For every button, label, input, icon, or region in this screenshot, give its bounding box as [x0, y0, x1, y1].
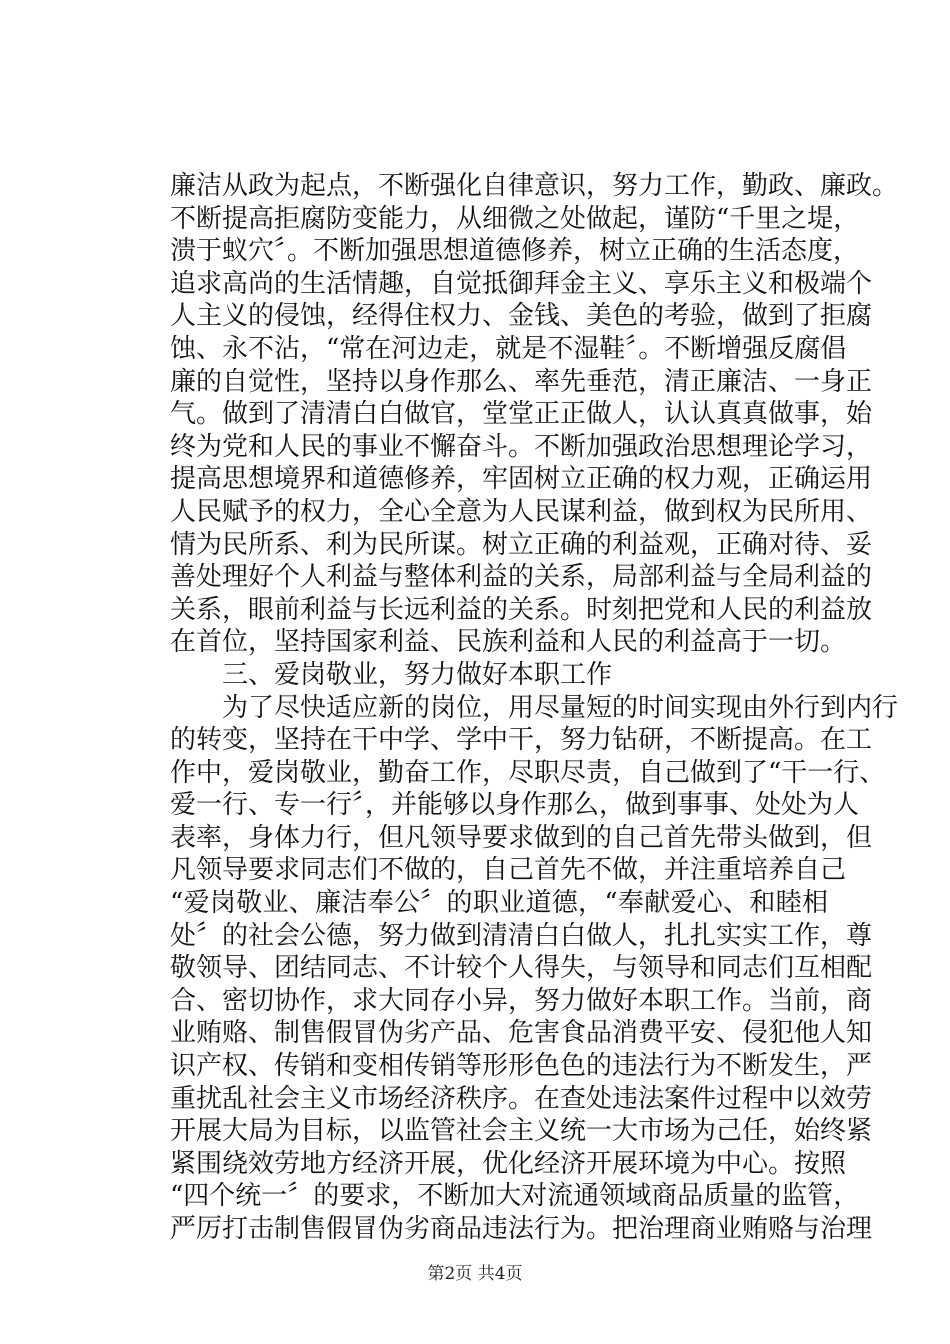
text-line: 气。做到了清清白白做官，堂堂正正做人，认认真真做事，始 [170, 399, 873, 430]
text-line: 终为党和人民的事业不懈奋斗。不断加强政治思想理论学习， [170, 431, 873, 462]
text-line: 爱一行、专一行〞，并能够以身作那么，做到事事、处处为人 [170, 790, 860, 821]
section-heading: 三、爱岗敬业，努力做好本职工作 [222, 659, 613, 690]
text-line: 的转变，坚持在干中学、学中干，努力钻研，不断提高。在工 [170, 725, 873, 756]
text-line: 作中，爱岗敬业，勤奋工作，尽职尽责，自己做到了“干一行、 [170, 757, 886, 788]
page-number-footer: 第2页 共4页 [427, 1264, 523, 1284]
text-line: 重扰乱社会主义市场经济秩序。在查处违法案件过程中以效劳 [170, 1083, 873, 1114]
text-line: 不断提高拒腐防变能力，从细微之处做起，谨防“千里之堤， [170, 203, 860, 234]
text-line: 在首位，坚持国家利益、民族利益和人民的利益高于一切。 [170, 627, 847, 658]
text-line: 追求高尚的生活情趣，自觉抵御拜金主义、享乐主义和极端个 [170, 268, 873, 299]
text-line: 为了尽快适应新的岗位，用尽量短的时间实现由外行到内行 [222, 692, 899, 723]
text-line: 廉的自觉性，坚持以身作那么、率先垂范，清正廉洁、一身正 [170, 366, 873, 397]
text-line: 紧围绕效劳地方经济开展，优化经济开展环境为中心。按照 [170, 1148, 847, 1179]
text-line: 人主义的侵蚀，经得住权力、金钱、美色的考验，做到了拒腐 [170, 301, 873, 332]
text-line: 蚀、永不沾，“常在河边走，就是不湿鞋〞。不断增强反腐倡 [170, 333, 847, 364]
text-line: 严厉打击制售假冒伪劣商品违法行为。把治理商业贿赂与治理 [170, 1214, 873, 1244]
text-line: 开展大局为目标，以监管社会主义统一大市场为己任，始终紧 [170, 1116, 873, 1147]
text-line: 合、密切协作，求大同存小异，努力做好本职工作。当前，商 [170, 985, 873, 1016]
body-text [170, 170, 899, 1246]
text-line: 处〞的社会公德，努力做到清清白白做人，扎扎实实工作，尊 [170, 920, 873, 951]
text-line: 廉洁从政为起点，不断强化自律意识，努力工作，勤政、廉政。 [170, 171, 899, 201]
text-line: 溃于蚁穴〞。不断加强思想道德修养，树立正确的生活态度， [170, 236, 860, 267]
text-line: 凡领导要求同志们不做的，自己首先不做，并注重培养自己 [170, 855, 847, 886]
text-line: 善处理好个人利益与整体利益的关系，局部利益与全局利益的 [170, 562, 873, 593]
text-line: 业贿赂、制售假冒伪劣产品、危害食品消费平安、侵犯他人知 [170, 1018, 873, 1049]
text-line: 识产权、传销和变相传销等形形色色的违法行为不断发生，严 [170, 1051, 873, 1082]
text-line: 敬领导、团结同志、不计较个人得失，与领导和同志们互相配 [170, 953, 873, 984]
text-line: 提高思想境界和道德修养，牢固树立正确的权力观，正确运用 [170, 464, 873, 495]
text-line: 情为民所系、利为民所谋。树立正确的利益观，正确对待、妥 [170, 529, 873, 560]
text-line: “四个统一〞的要求，不断加大对流通领域商品质量的监管， [170, 1181, 860, 1212]
text-line: 表率，身体力行，但凡领导要求做到的自己首先带头做到，但 [170, 822, 873, 853]
text-line: 人民赋予的权力，全心全意为人民谋利益，做到权为民所用、 [170, 496, 873, 527]
text-line: “爱岗敬业、廉洁奉公〞的职业道德，“奉献爱心、和睦相 [170, 888, 828, 919]
text-line: 关系，眼前利益与长远利益的关系。时刻把党和人民的利益放 [170, 594, 873, 625]
